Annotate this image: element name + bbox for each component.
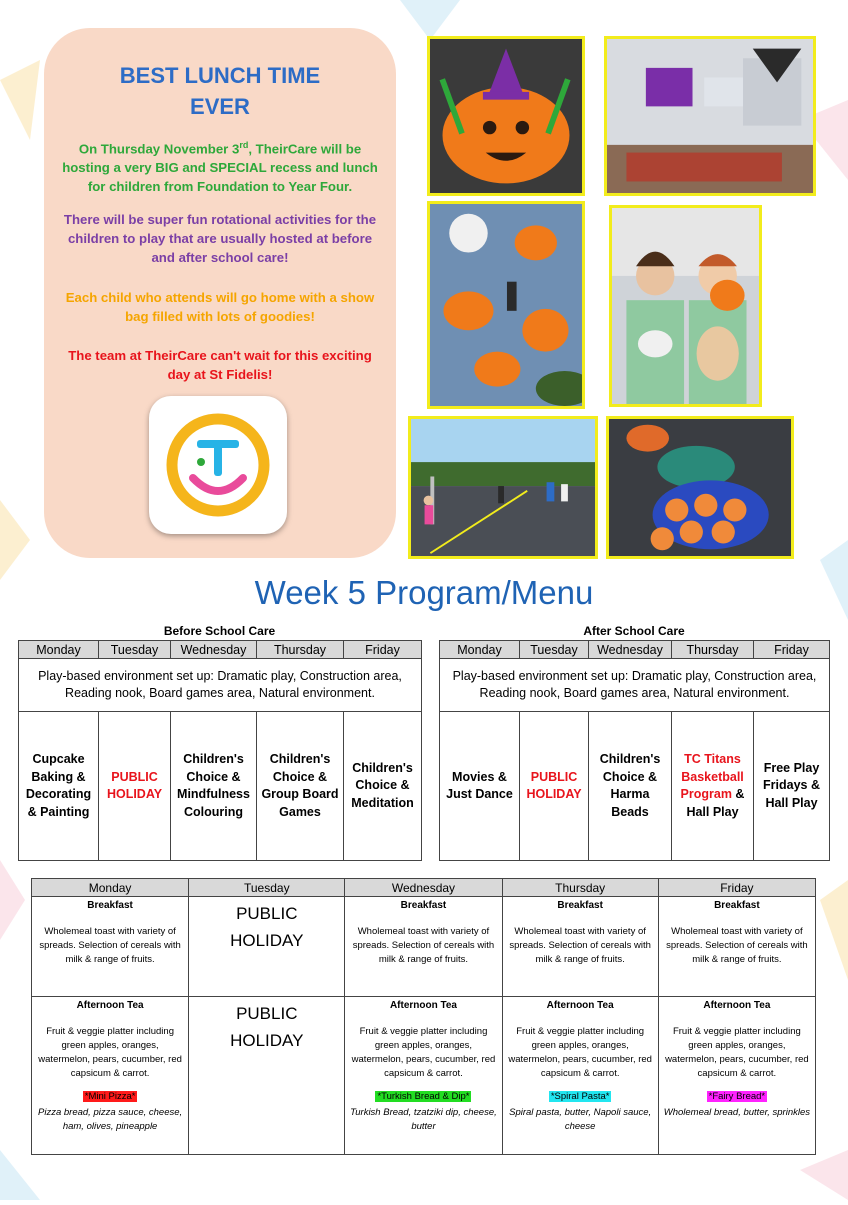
afternoon-tea-label: Afternoon Tea <box>389 1000 457 1011</box>
before-care-day: Thursday <box>257 641 344 659</box>
afternoon-tea-cell <box>32 997 189 1155</box>
afternoon-tea-cell <box>658 997 815 1155</box>
breakfast-text: Wholemeal toast with variety of spreads. Selection of cereals with milk & range of fruits. <box>666 926 808 965</box>
after-care-activity <box>672 712 754 861</box>
photo-cupcakes <box>606 416 794 559</box>
afternoon-tea-text: Fruit & veggie platter including green apples, oranges, watermelon, pears, cucumber, red capsicum & carrot. <box>665 1026 809 1079</box>
before-care-activity: PUBLIC HOLIDAY <box>99 712 171 861</box>
after-care-day: Monday <box>440 641 520 659</box>
basketball-program-label: TC Titans Basketball Program <box>680 752 744 801</box>
afternoon-tea-label: Afternoon Tea <box>546 1000 614 1011</box>
public-holiday-label: PUBLIC HOLIDAY <box>230 904 304 950</box>
week-title: Week 5 Program/Menu <box>254 574 594 611</box>
before-care-title: Before School Care <box>163 624 276 638</box>
special-item-ingredients: Pizza bread, pizza sauce, cheese, ham, olives, pineapple <box>38 1107 183 1132</box>
special-item-label: *Spiral Pasta* <box>550 1091 610 1102</box>
breakfast-cell <box>32 897 189 997</box>
after-care-activity: PUBLIC HOLIDAY <box>520 712 589 861</box>
after-care-activity: Free Play Fridays & Hall Play <box>754 712 830 861</box>
photo-playground <box>408 416 598 559</box>
after-care-day: Wednesday <box>589 641 672 659</box>
breakfast-label: Breakfast <box>87 900 133 911</box>
breakfast-text: Wholemeal toast with variety of spreads. Selection of cereals with milk & range of fruits. <box>509 926 651 965</box>
special-item-ingredients: Turkish Bread, tzatziki dip, cheese, butter <box>350 1107 497 1132</box>
after-care-table <box>439 640 830 861</box>
afternoon-tea-text: Fruit & veggie platter including green apples, oranges, watermelon, pears, cucumber, red capsicum & carrot. <box>508 1026 652 1079</box>
photo-children-pumpkins <box>609 205 762 407</box>
breakfast-cell <box>658 897 815 997</box>
breakfast-cell <box>345 897 502 997</box>
afternoon-tea-text: Fruit & veggie platter including green apples, oranges, watermelon, pears, cucumber, red capsicum & carrot. <box>351 1026 496 1079</box>
before-care-day: Wednesday <box>171 641 257 659</box>
before-care-activity: Cupcake Baking & Decorating & Painting <box>19 712 99 861</box>
photo-craft-table <box>427 201 585 409</box>
before-care-activity: Children's Choice & Group Board Games <box>257 712 344 861</box>
after-care-day: Friday <box>754 641 830 659</box>
afternoon-tea-cell <box>189 997 345 1155</box>
before-care-day: Friday <box>344 641 422 659</box>
special-item-label: *Mini Pizza* <box>84 1091 136 1102</box>
menu-day: Thursday <box>502 879 658 897</box>
promo-title: BEST LUNCH TIME EVER <box>119 63 321 119</box>
afternoon-tea-text: Fruit & veggie platter including green apples, oranges, watermelon, pears, cucumber, red capsicum & carrot. <box>38 1026 182 1079</box>
after-care-title: After School Care <box>583 624 685 638</box>
before-care-table <box>18 640 422 861</box>
breakfast-label: Breakfast <box>557 900 603 911</box>
promo-card <box>44 28 396 558</box>
breakfast-cell <box>189 897 345 997</box>
before-care-environment: Play-based environment set up: Dramatic play, Construction area, Reading nook, Board games area, Natural environment. <box>19 659 422 712</box>
afternoon-tea-cell <box>345 997 502 1155</box>
before-care-activity: Children's Choice & Mindfulness Colouring <box>171 712 257 861</box>
breakfast-cell <box>502 897 658 997</box>
special-item-label: *Fairy Bread* <box>708 1091 766 1102</box>
afternoon-tea-cell <box>502 997 658 1155</box>
special-item-ingredients: Wholemeal bread, butter, sprinkles <box>663 1107 811 1118</box>
photo-classroom <box>604 36 816 196</box>
menu-day: Tuesday <box>189 879 345 897</box>
breakfast-text: Wholemeal toast with variety of spreads. Selection of cereals with milk & range of fruits. <box>39 926 181 965</box>
menu-day: Friday <box>658 879 815 897</box>
before-care-activity: Children's Choice & Meditation <box>344 712 422 861</box>
before-care-day: Tuesday <box>99 641 171 659</box>
promo-paragraph-showbag: Each child who attends will go home with a show bag filled with lots of goodies! <box>65 290 375 324</box>
breakfast-text: Wholemeal toast with variety of spreads. Selection of cereals with milk & range of fruits. <box>352 926 495 965</box>
breakfast-label: Breakfast <box>714 900 760 911</box>
photo-pumpkin-craft <box>427 36 585 196</box>
after-care-day: Tuesday <box>520 641 589 659</box>
after-care-day: Thursday <box>672 641 754 659</box>
theircare-logo <box>149 396 287 534</box>
menu-day: Monday <box>32 879 189 897</box>
hall-play-label: & Hall Play <box>686 787 745 819</box>
after-care-activity: Movies & Just Dance <box>440 712 520 861</box>
promo-paragraph-activities: There will be super fun rotational activities for the children to play that are usually hosted at before and after school care! <box>63 212 377 265</box>
promo-paragraph-team: The team at TheirCare can't wait for this exciting day at St Fidelis! <box>68 348 372 382</box>
special-item-ingredients: Spiral pasta, butter, Napoli sauce, cheese <box>509 1107 652 1132</box>
public-holiday-label: PUBLIC HOLIDAY <box>230 1004 304 1050</box>
special-item-label: *Turkish Bread & Dip* <box>377 1091 470 1102</box>
afternoon-tea-label: Afternoon Tea <box>703 1000 771 1011</box>
after-care-environment: Play-based environment set up: Dramatic play, Construction area, Reading nook, Board games area, Natural environment. <box>440 659 830 712</box>
before-care-day: Monday <box>19 641 99 659</box>
breakfast-label: Breakfast <box>400 900 447 911</box>
promo-paragraph-date: On Thursday November 3rd, TheirCare will be hosting a very BIG and SPECIAL recess and lunch for children from Foundation to Year Four. <box>62 140 378 195</box>
menu-day: Wednesday <box>345 879 502 897</box>
after-care-activity: Children's Choice & Harma Beads <box>589 712 672 861</box>
menu-table <box>31 878 816 1155</box>
afternoon-tea-label: Afternoon Tea <box>76 1000 144 1011</box>
